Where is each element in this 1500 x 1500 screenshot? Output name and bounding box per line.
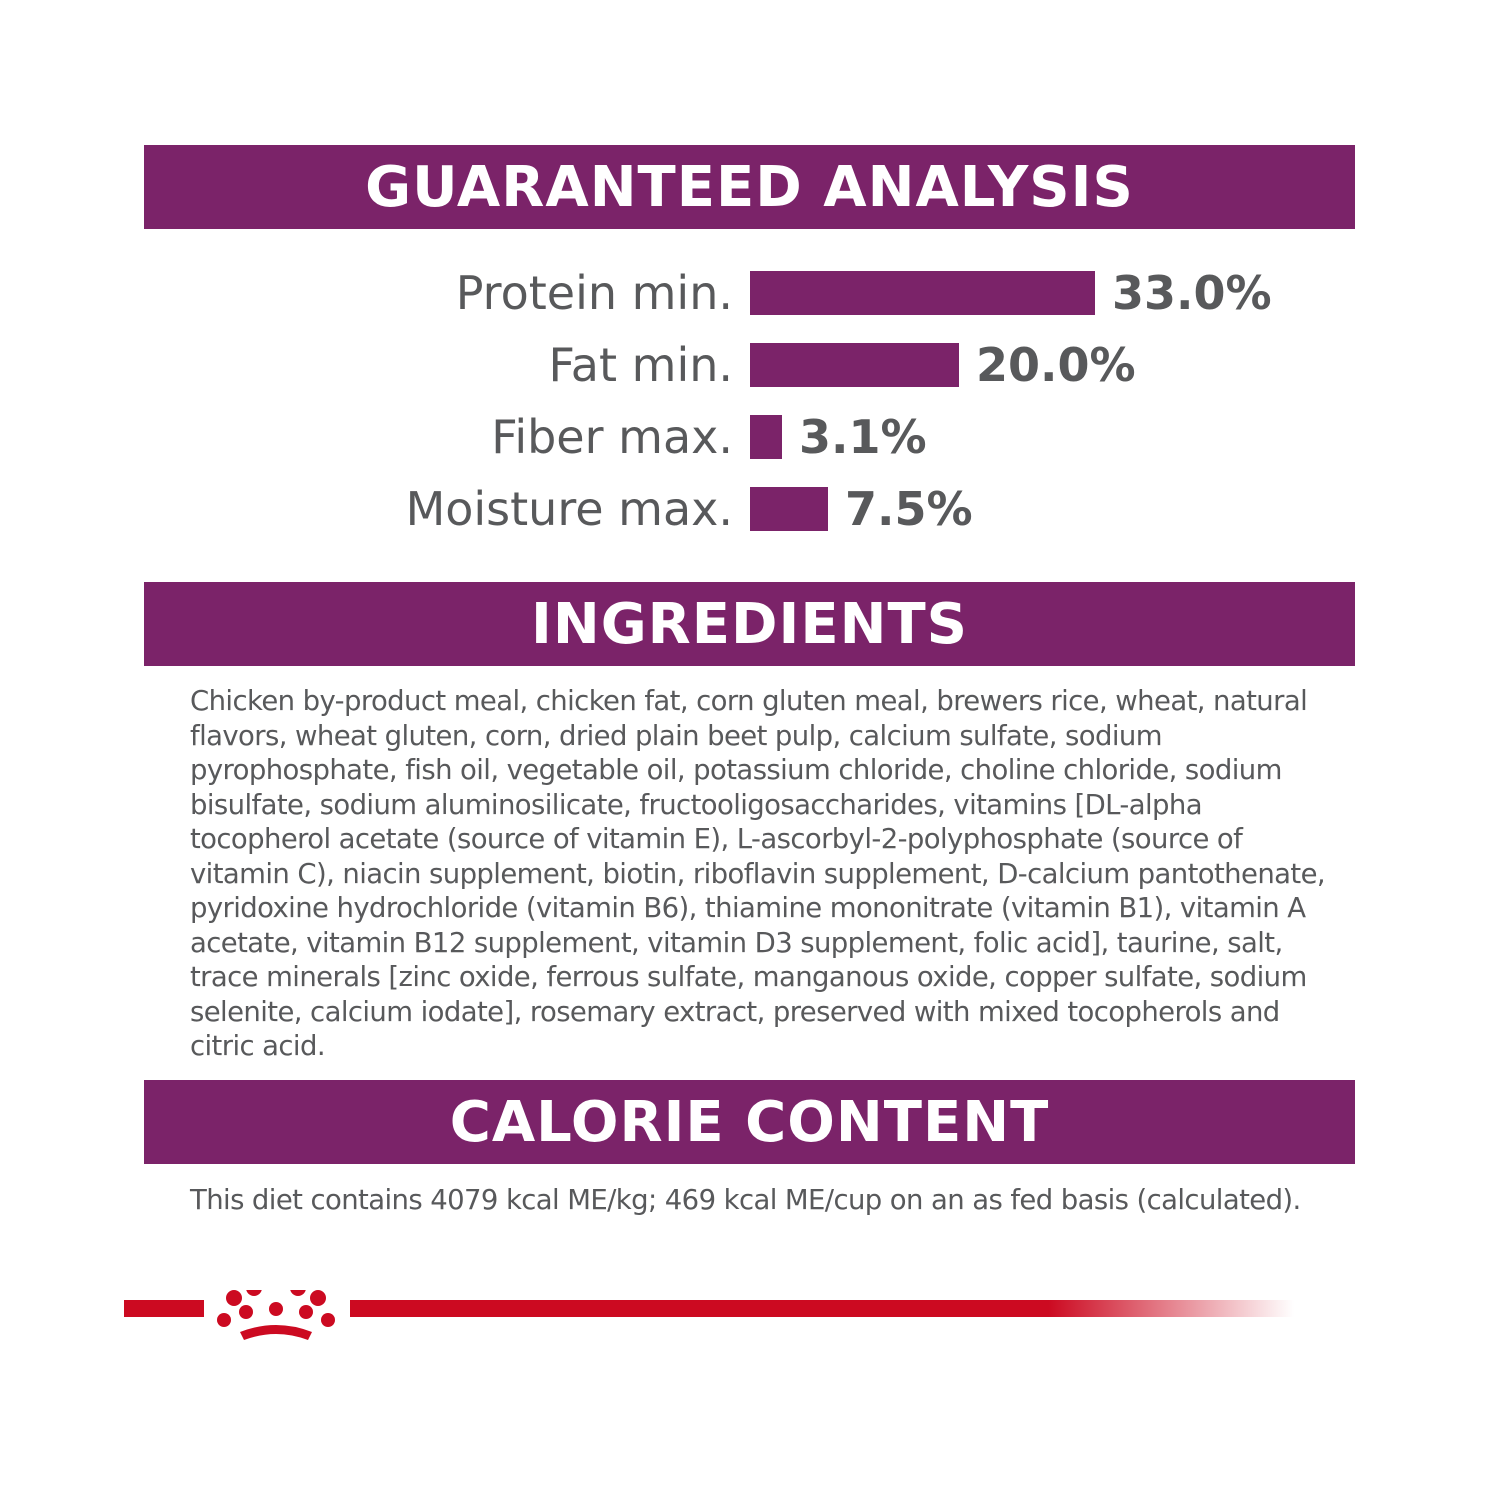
ingredients-title: INGREDIENTS <box>530 591 968 657</box>
analysis-banner <box>144 145 1355 229</box>
brand-line-left <box>124 1300 204 1317</box>
analysis-bar <box>750 415 782 459</box>
analysis-label: Fiber max. <box>491 410 733 464</box>
analysis-row <box>0 410 1500 464</box>
analysis-row <box>0 266 1500 320</box>
analysis-bar <box>750 343 959 387</box>
analysis-row <box>0 482 1500 536</box>
analysis-value: 7.5% <box>845 482 973 536</box>
calorie-banner <box>144 1080 1355 1164</box>
analysis-value: 33.0% <box>1112 266 1272 320</box>
analysis-label: Moisture max. <box>405 482 733 536</box>
ingredients-banner <box>144 582 1355 666</box>
brand-line-right <box>350 1300 1294 1317</box>
analysis-bar <box>750 487 828 531</box>
analysis-value: 20.0% <box>976 338 1136 392</box>
analysis-label: Fat min. <box>548 338 733 392</box>
brand-divider <box>124 1290 1294 1340</box>
analysis-value: 3.1% <box>799 410 927 464</box>
analysis-row <box>0 338 1500 392</box>
analysis-bar <box>750 271 1095 315</box>
crown-icon <box>217 1290 335 1340</box>
ingredients-text: Chicken by-product meal, chicken fat, corn gluten meal, brewers rice, wheat, natural flavors, wheat gluten, corn, dried plain beet pulp, calcium sulfate, sodium pyrophosphate, fish oil, vegetable oil, potassium chloride, choline chloride, sodium bisulfate, sodium aluminosilicate, fructooligosaccharides, vitamins [DL-alpha tocopherol acetate (source of vitamin E), L-ascorbyl-2-polyphosphate (source of vitamin C), niacin supplement, biotin, riboflavin supplement, D-calcium pantothenate, pyridoxine hydrochloride (vitamin B6), thiamine mononitrate (vitamin B1), vitamin A acetate, vitamin B12 supplement, vitamin D3 supplement, folic acid], taurine, salt, trace minerals [zinc oxide, ferrous sulfate, manganous oxide, copper sulfate, sodium selenite, calcium iodate], rosemary extract, preserved with mixed tocopherols and citric acid. <box>190 685 1326 1062</box>
analysis-title: GUARANTEED ANALYSIS <box>365 154 1134 220</box>
analysis-label: Protein min. <box>455 266 733 320</box>
calorie-text: This diet contains 4079 kcal ME/kg; 469 kcal ME/cup on an as fed basis (calculated). <box>190 1184 1301 1216</box>
calorie-title: CALORIE CONTENT <box>449 1089 1050 1155</box>
